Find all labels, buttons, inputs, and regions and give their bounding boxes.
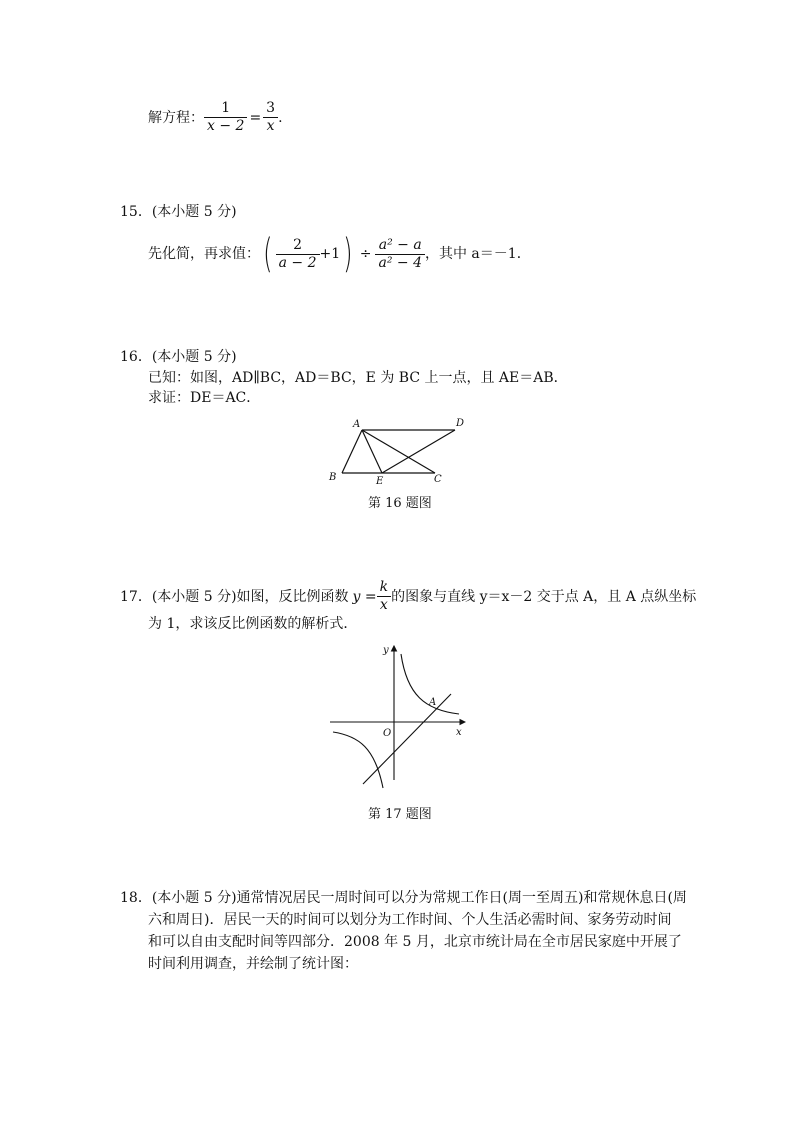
q17-heading-b: 的图象与直线 y＝x－2 交于点 A，且 A 点纵坐标 xyxy=(391,588,697,605)
q14-lhs-fraction xyxy=(204,100,247,135)
q16-heading: 16．(本小题 5 分) xyxy=(120,349,237,365)
q17-k-fraction xyxy=(377,579,391,614)
left-paren-icon: ( xyxy=(263,231,273,277)
q15-expression xyxy=(148,231,531,277)
q14-period: . xyxy=(278,109,283,126)
q17-heading-a: 17．(本小题 5 分)如图，反比例函数 xyxy=(120,588,349,605)
q17-figure xyxy=(325,640,475,790)
q17-statement xyxy=(120,579,696,614)
q18-line1: 18．(本小题 5 分)通常情况居民一周时间可以分为常规工作日(周一至周五)和常规休息日(周 xyxy=(120,890,687,906)
q14-lhs-numerator: 1 xyxy=(221,100,231,116)
q15-f2-numerator: a² − a xyxy=(378,236,422,253)
q17-y-eq: y = xyxy=(352,588,377,605)
axis-label-x: x xyxy=(456,727,462,738)
q15-divide: ÷ xyxy=(359,246,372,262)
segment-de xyxy=(382,430,455,473)
q17-caption: 第 17 题图 xyxy=(368,807,432,822)
origin-label: O xyxy=(383,728,392,739)
q18-line2: 六和周日)．居民一天的时间可以划分为工作时间、个人生活必需时间、家务劳动时间 xyxy=(148,912,672,928)
q14-rhs-numerator: 3 xyxy=(266,100,276,116)
q14-rhs-fraction xyxy=(263,100,278,135)
q16-given: 已知：如图，AD∥BC，AD＝BC，E 为 BC 上一点，且 AE＝AB． xyxy=(148,370,568,386)
q18-line4: 时间利用调查，并绘制了统计图： xyxy=(148,956,358,972)
q14-lhs-denominator: x − 2 xyxy=(204,117,247,135)
q15-f1-denominator: a − 2 xyxy=(276,254,320,272)
q18-line3: 和可以自由支配时间等四部分．2008 年 5 月，北京市统计局在全市居民家庭中开展了 xyxy=(148,934,682,950)
point-label-a: A xyxy=(429,697,437,708)
q14-equation xyxy=(148,100,283,135)
q15-prompt: 先化简，再求值： xyxy=(148,246,260,262)
q14-prompt: 解方程： xyxy=(148,109,204,126)
point-label-e: E xyxy=(376,476,384,487)
line-y-equals-x-minus-2 xyxy=(363,694,451,784)
q17-line2: 为 1，求该反比例函数的解析式． xyxy=(148,616,358,632)
q14-equals: = xyxy=(249,109,262,126)
q15-f1-numerator: 2 xyxy=(293,236,303,253)
q15-condition: ，其中 a＝－1． xyxy=(424,246,531,262)
segment-ac xyxy=(362,430,435,473)
point-label-a: A xyxy=(353,419,361,430)
segment-ab xyxy=(342,430,362,473)
point-label-c: C xyxy=(434,474,442,485)
q15-plus-one: +1 xyxy=(319,246,341,262)
q15-fraction-1 xyxy=(276,237,320,272)
q15-f2-denominator: a² − 4 xyxy=(375,254,425,272)
point-label-b: B xyxy=(329,472,337,483)
q17-k-denominator: x xyxy=(377,596,391,614)
q16-prove: 求证：DE＝AC． xyxy=(148,390,261,406)
q15-fraction-2 xyxy=(375,237,425,272)
q16-figure xyxy=(325,412,475,487)
point-label-d: D xyxy=(456,418,465,429)
q16-caption: 第 16 题图 xyxy=(368,496,432,511)
q14-rhs-denominator: x xyxy=(263,117,278,135)
right-paren-icon: ) xyxy=(343,231,353,277)
axis-label-y: y xyxy=(383,645,389,656)
hyperbola-branch-2 xyxy=(333,732,383,788)
q15-heading: 15．(本小题 5 分) xyxy=(120,204,237,220)
q17-k-numerator: k xyxy=(379,579,389,595)
